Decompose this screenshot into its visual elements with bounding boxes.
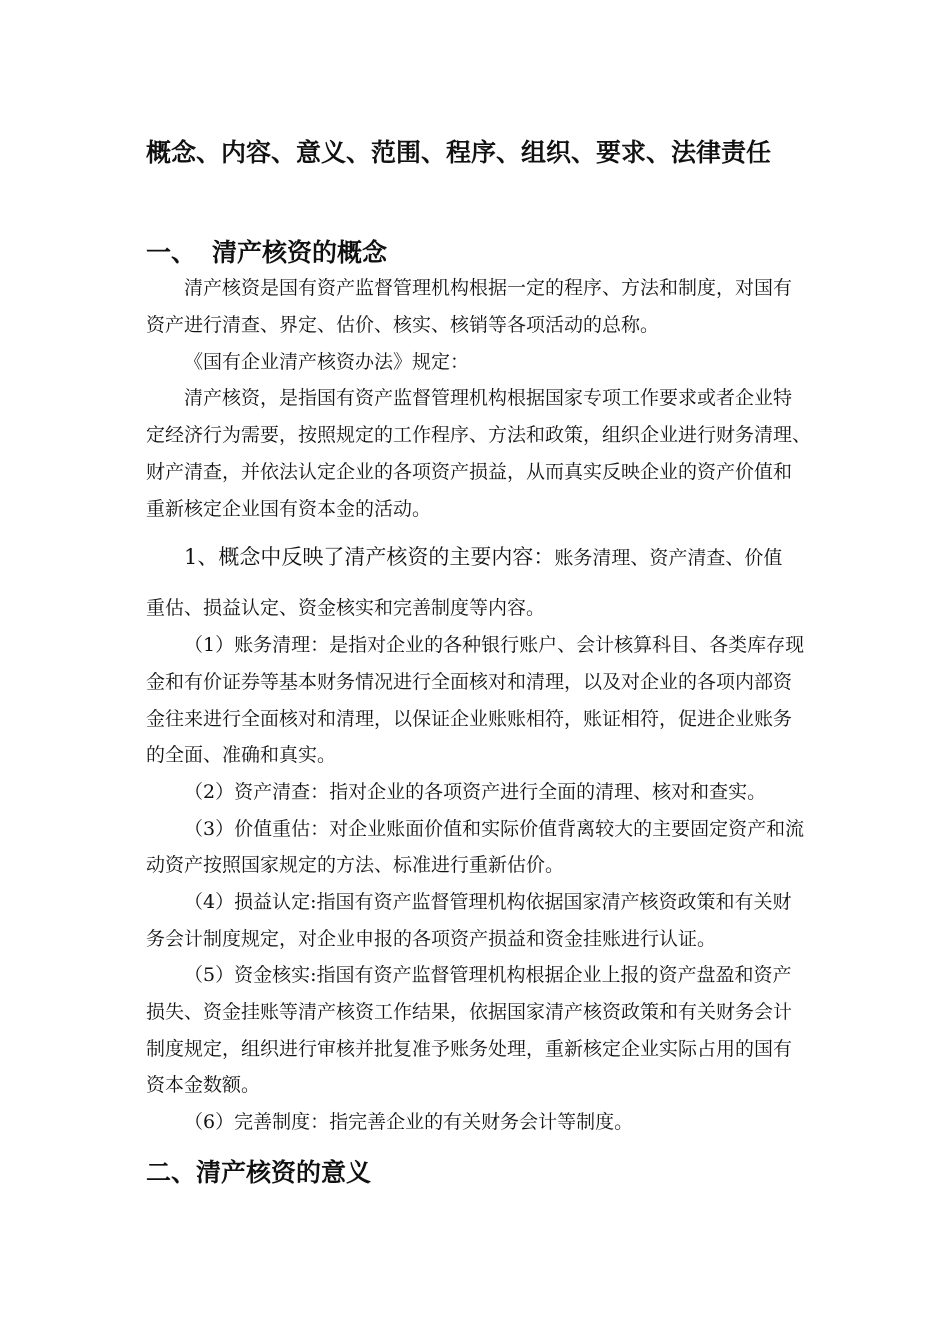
content-list: 账务清理、资产清查、价值 <box>554 547 783 569</box>
section-heading-1 <box>146 236 387 270</box>
list-item-line: （6）完善制度：指完善企业的有关财务会计等制度。 <box>184 1111 634 1133</box>
content-lead: 1、概念中反映了清产核资的主要内容： <box>184 545 555 569</box>
list-item-line: 动资产按照国家规定的方法、标准进行重新估价。 <box>146 854 565 876</box>
paragraph-line: 定经济行为需要，按照规定的工作程序、方法和政策，组织企业进行财务清理、 <box>146 424 812 446</box>
document-title: 概念、内容、意义、范围、程序、组织、要求、法律责任 <box>146 138 772 167</box>
list-item-line: （5）资金核实:指国有资产监督管理机构根据企业上报的资产盘盈和资产 <box>184 964 792 986</box>
section-title: 清产核资的概念 <box>212 238 388 267</box>
paragraph-line: 清产核资是国有资产监督管理机构根据一定的程序、方法和制度，对国有 <box>184 277 793 299</box>
list-item-line: 金往来进行全面核对和清理，以保证企业账账相符，账证相符，促进企业账务 <box>146 708 793 730</box>
list-item-line: 务会计制度规定，对企业申报的各项资产损益和资金挂账进行认证。 <box>146 928 717 950</box>
paragraph-line: 《国有企业清产核资办法》规定： <box>184 351 470 373</box>
paragraph-line: 资产进行清查、界定、估价、核实、核销等各项活动的总称。 <box>146 314 660 336</box>
list-item-line: 金和有价证券等基本财务情况进行全面核对和清理，以及对企业的各项内部资 <box>146 671 793 693</box>
paragraph-line: 财产清查，并依法认定企业的各项资产损益，从而真实反映企业的资产价值和 <box>146 461 793 483</box>
paragraph-line: 重新核定企业国有资本金的活动。 <box>146 498 432 520</box>
list-item-line: 制度规定，组织进行审核并批复准予账务处理，重新核定企业实际占用的国有 <box>146 1038 793 1060</box>
list-item-line: 的全面、准确和真实。 <box>146 744 337 766</box>
list-item-line: 资本金数额。 <box>146 1074 261 1096</box>
paragraph-line: 清产核资，是指国有资产监督管理机构根据国家专项工作要求或者企业特 <box>184 387 793 409</box>
section-number: 一、 <box>146 238 197 267</box>
list-item-line: （1）账务清理：是指对企业的各种银行账户、会计核算科目、各类库存现 <box>184 634 805 656</box>
list-item-line: （4）损益认定:指国有资产监督管理机构依据国家清产核资政策和有关财 <box>184 891 792 913</box>
paragraph-line: 重估、损益认定、资金核实和完善制度等内容。 <box>146 597 546 619</box>
list-item-line: （2）资产清查：指对企业的各项资产进行全面的清理、核对和查实。 <box>184 781 767 803</box>
list-item-line: 损失、资金挂账等清产核资工作结果，依据国家清产核资政策和有关财务会计 <box>146 1001 793 1023</box>
paragraph-line <box>184 545 782 570</box>
section-heading-2: 二、清产核资的意义 <box>146 1158 372 1187</box>
list-item-line: （3）价值重估：对企业账面价值和实际价值背离较大的主要固定资产和流 <box>184 818 805 840</box>
